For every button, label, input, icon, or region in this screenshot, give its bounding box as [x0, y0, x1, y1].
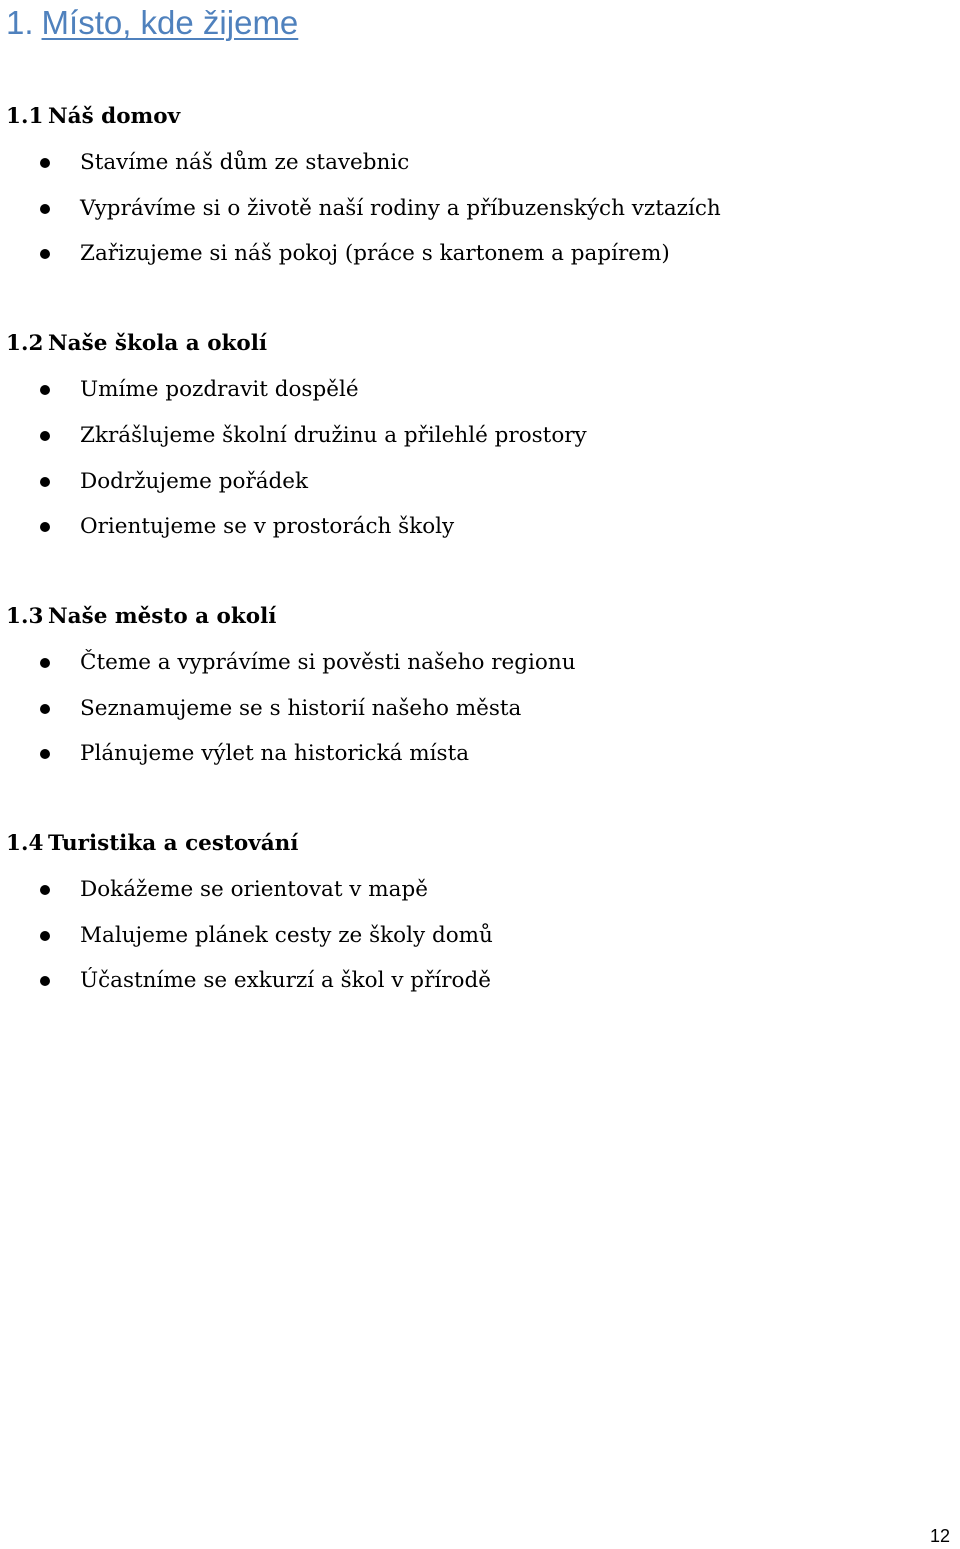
section-heading-1-4: [6, 828, 298, 860]
list-item-label: Seznamujeme se s historií našeho města: [80, 696, 522, 721]
list-item-label: Malujeme plánek cesty ze školy domů: [80, 923, 493, 948]
section-title: Turistika a cestování: [48, 831, 299, 856]
bullet-icon: [40, 249, 50, 259]
bullet-icon: [40, 385, 50, 395]
title-text: Místo, kde žijeme: [41, 4, 299, 41]
title-number: 1.: [6, 4, 34, 41]
bullet-icon: [40, 204, 50, 214]
bullet-icon: [40, 931, 50, 941]
section-number: 1.2: [6, 331, 44, 356]
section-number: 1.4: [6, 831, 44, 856]
list-item-label: Plánujeme výlet na historická místa: [80, 741, 470, 766]
page-number: 12: [929, 1526, 950, 1546]
bullet-icon: [40, 522, 50, 532]
bullet-icon: [40, 658, 50, 668]
bullet-icon: [40, 885, 50, 895]
section-number: 1.1: [6, 104, 44, 129]
list-item-label: Umíme pozdravit dospělé: [80, 377, 359, 402]
section-number: 1.3: [6, 604, 44, 629]
bullet-icon: [40, 749, 50, 759]
bullet-icon: [40, 704, 50, 714]
bullet-icon: [40, 431, 50, 441]
list-item-label: Stavíme náš dům ze stavebnic: [80, 150, 410, 175]
section-heading-1-1: [6, 101, 180, 133]
section-title: Naše škola a okolí: [48, 331, 268, 356]
list-item-label: Vyprávíme si o životě naší rodiny a příbuzenských vztazích: [80, 196, 721, 221]
list-item-label: Zkrášlujeme školní družinu a přilehlé prostory: [80, 423, 587, 448]
section-heading-1-2: [6, 328, 267, 360]
bullet-icon: [40, 976, 50, 986]
section-title: Náš domov: [48, 104, 181, 129]
section-heading-1-3: [6, 601, 276, 633]
list-item-label: Dodržujeme pořádek: [80, 469, 309, 494]
list-item-label: Orientujeme se v prostorách školy: [80, 514, 455, 539]
list-item-label: Zařizujeme si náš pokoj (práce s kartonem a papírem): [80, 241, 670, 266]
section-title: Naše město a okolí: [48, 604, 277, 629]
list-item-label: Čteme a vyprávíme si pověsti našeho regionu: [80, 650, 576, 675]
list-item-label: Účastníme se exkurzí a škol v přírodě: [80, 968, 491, 993]
list-item-label: Dokážeme se orientovat v mapě: [80, 877, 428, 902]
bullet-icon: [40, 477, 50, 487]
bullet-icon: [40, 158, 50, 168]
page-title: [6, 0, 298, 46]
